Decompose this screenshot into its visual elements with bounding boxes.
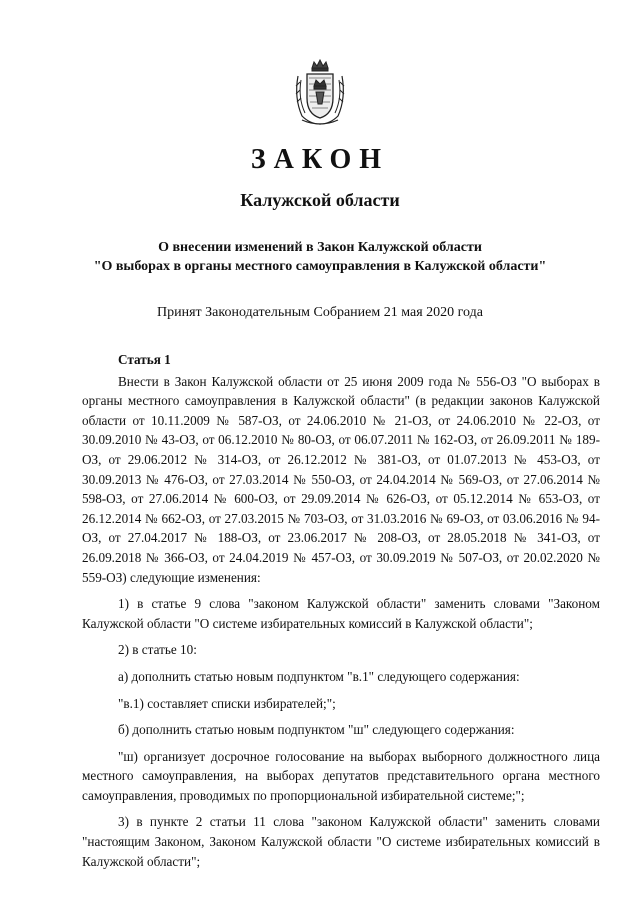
adoption-date: Принят Законодательным Собранием 21 мая 2020 года [157,305,483,320]
article-body [82,350,600,871]
list-item: а) дополнить статью новым подпунктом "в.1" следующего содержания: [118,668,520,684]
article-heading: Статья 1 [118,352,171,367]
document-subtitle: Калужской области [240,190,400,210]
law-caption-line-2: "О выборах в органы местного самоуправления в Калужской области" [93,259,547,274]
list-item: б) дополнить статью новым подпунктом "ш" следующего содержания: [118,722,515,738]
list-item: 2) в статье 10: [118,642,197,658]
article-intro-paragraph: Внести в Закон Калужской области от 25 июня 2009 года № 556-ОЗ "О выборах в органы местного самоуправления в Калужской области" (в редакции законов Калужской области от 10.11.2009 № 587-ОЗ, от 24.06.2010 № 21-ОЗ, от 24.06.2010 № 22-ОЗ, от 30.09.2010 № 43-ОЗ, от 06.12.2010 № 80-ОЗ, от 06.07.2011 № 162-ОЗ, от 26.09.2011 № 189-ОЗ, от 29.06.2012 № 314-ОЗ, от 26.12.2012 № 381-ОЗ, от 01.07.2013 № 453-ОЗ, от 30.09.2013 № 476-ОЗ, от 27.03.2014 № 550-ОЗ, от 24.04.2014 № 569-ОЗ, от 27.06.2014 № 598-ОЗ, от 27.06.2014 № 600-ОЗ, от 29.09.2014 № 626-ОЗ, от 05.12.2014 № 653-ОЗ, от 26.12.2014 № 662-ОЗ, от 27.03.2015 № 703-ОЗ, от 31.03.2016 № 69-ОЗ, от 03.06.2016 № 94-ОЗ, от 27.04.2017 № 188-ОЗ, от 23.06.2017 № 208-ОЗ, от 28.05.2018 № 341-ОЗ, от 26.09.2018 № 366-ОЗ, от 24.04.2019 № 457-ОЗ, от 30.09.2019 № 507-ОЗ, от 20.02.2020 № 559-ОЗ) следующие изменения: [82,373,600,585]
list-item: 1) в статье 9 слова "законом Калужской области" заменить словами "Законом Калужской области "О системе избирательных комиссий в Калужской области"; [82,596,600,631]
list-item: "в.1) составляет списки избирателей;"; [118,695,336,711]
document-title: ЗАКОН [250,144,390,175]
kaluga-coat-of-arms-icon [292,58,348,128]
law-caption [60,238,580,276]
law-caption-line-1: О внесении изменений в Закон Калужской области [158,240,482,255]
list-item: "ш) организует досрочное голосование на выборах выборного должностного лица местного самоуправления, на выборах депутатов представительного органа местного самоуправления, проводимых по пропорциональной избирательной системе;"; [82,748,600,803]
list-item: 3) в пункте 2 статьи 11 слова "законом Калужской области" заменить словами "настоящим Законом, Законом Калужской области "О системе избирательных комиссий в Калужской области"; [82,814,600,869]
